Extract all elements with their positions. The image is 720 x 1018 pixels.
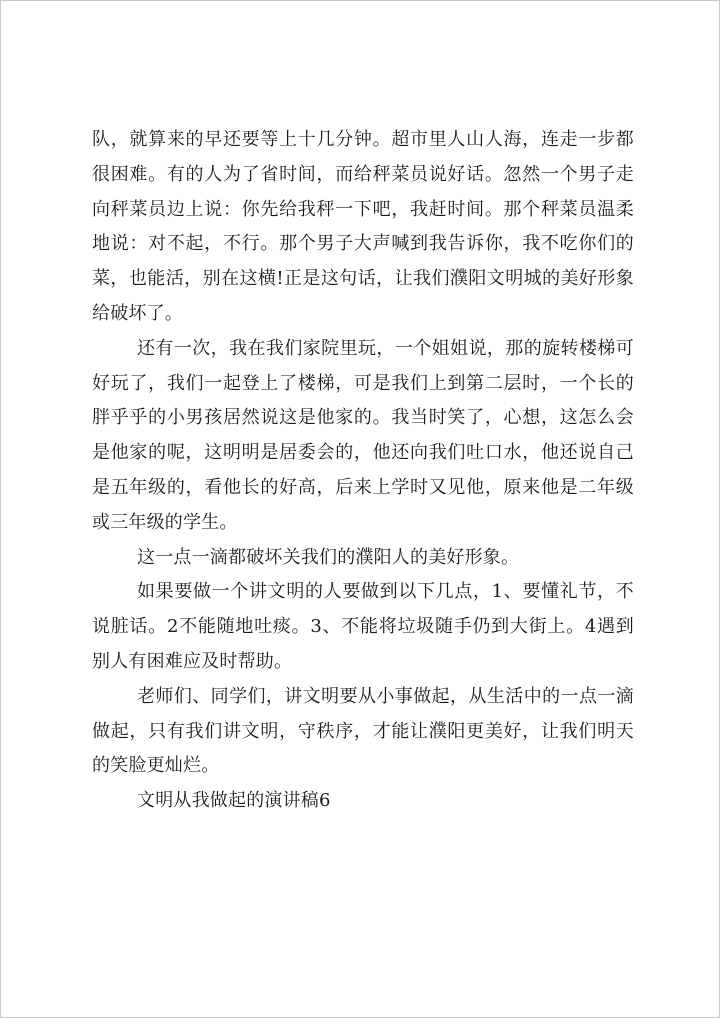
paragraph-5: 老师们、同学们，讲文明要从小事做起，从生活中的一点一滴做起，只有我们讲文明，守秩序，才能让濮阳更美好，让我们明天的笑脸更灿烂。: [92, 685, 634, 777]
paragraph-3: 这一点一滴都破坏关我们的濮阳人的美好形象。: [137, 546, 520, 568]
next-section-title: 文明从我做起的演讲稿6: [137, 790, 331, 812]
paragraph-2: 还有一次，我在我们家院里玩，一个姐姐说，那的旋转楼梯可好玩了，我们一起登上了楼梯，可是我们上到第二层时，一个长的胖乎乎的小男孩居然说这是他家的。我当时笑了，心想，这怎么会是他家的呢，这明明是居委会的，他还向我们吐口水，他还说自己是五年级的，看他长的好高，后来上学时又见他，原来他是二年级或三年级的学生。: [92, 337, 634, 533]
document-body: [92, 123, 634, 819]
paragraph-4: 如果要做一个讲文明的人要做到以下几点，1、要懂礼节，不说脏话。2不能随地吐痰。3、不能将垃圾随手仍到大街上。4遇到别人有困难应及时帮助。: [92, 581, 634, 672]
paragraph-1: 队，就算来的早还要等上十几分钟。超市里人山人海，连走一步都很困难。有的人为了省时间，而给秤菜员说好话。忽然一个男子走向秤菜员边上说：你先给我秤一下吧，我赶时间。那个秤菜员温柔地说：对不起，不行。那个男子大声喊到我告诉你，我不吃你们的菜，也能活，别在这横!正是这句话，让我们濮阳文明城的美好形象给破坏了。: [92, 129, 634, 324]
